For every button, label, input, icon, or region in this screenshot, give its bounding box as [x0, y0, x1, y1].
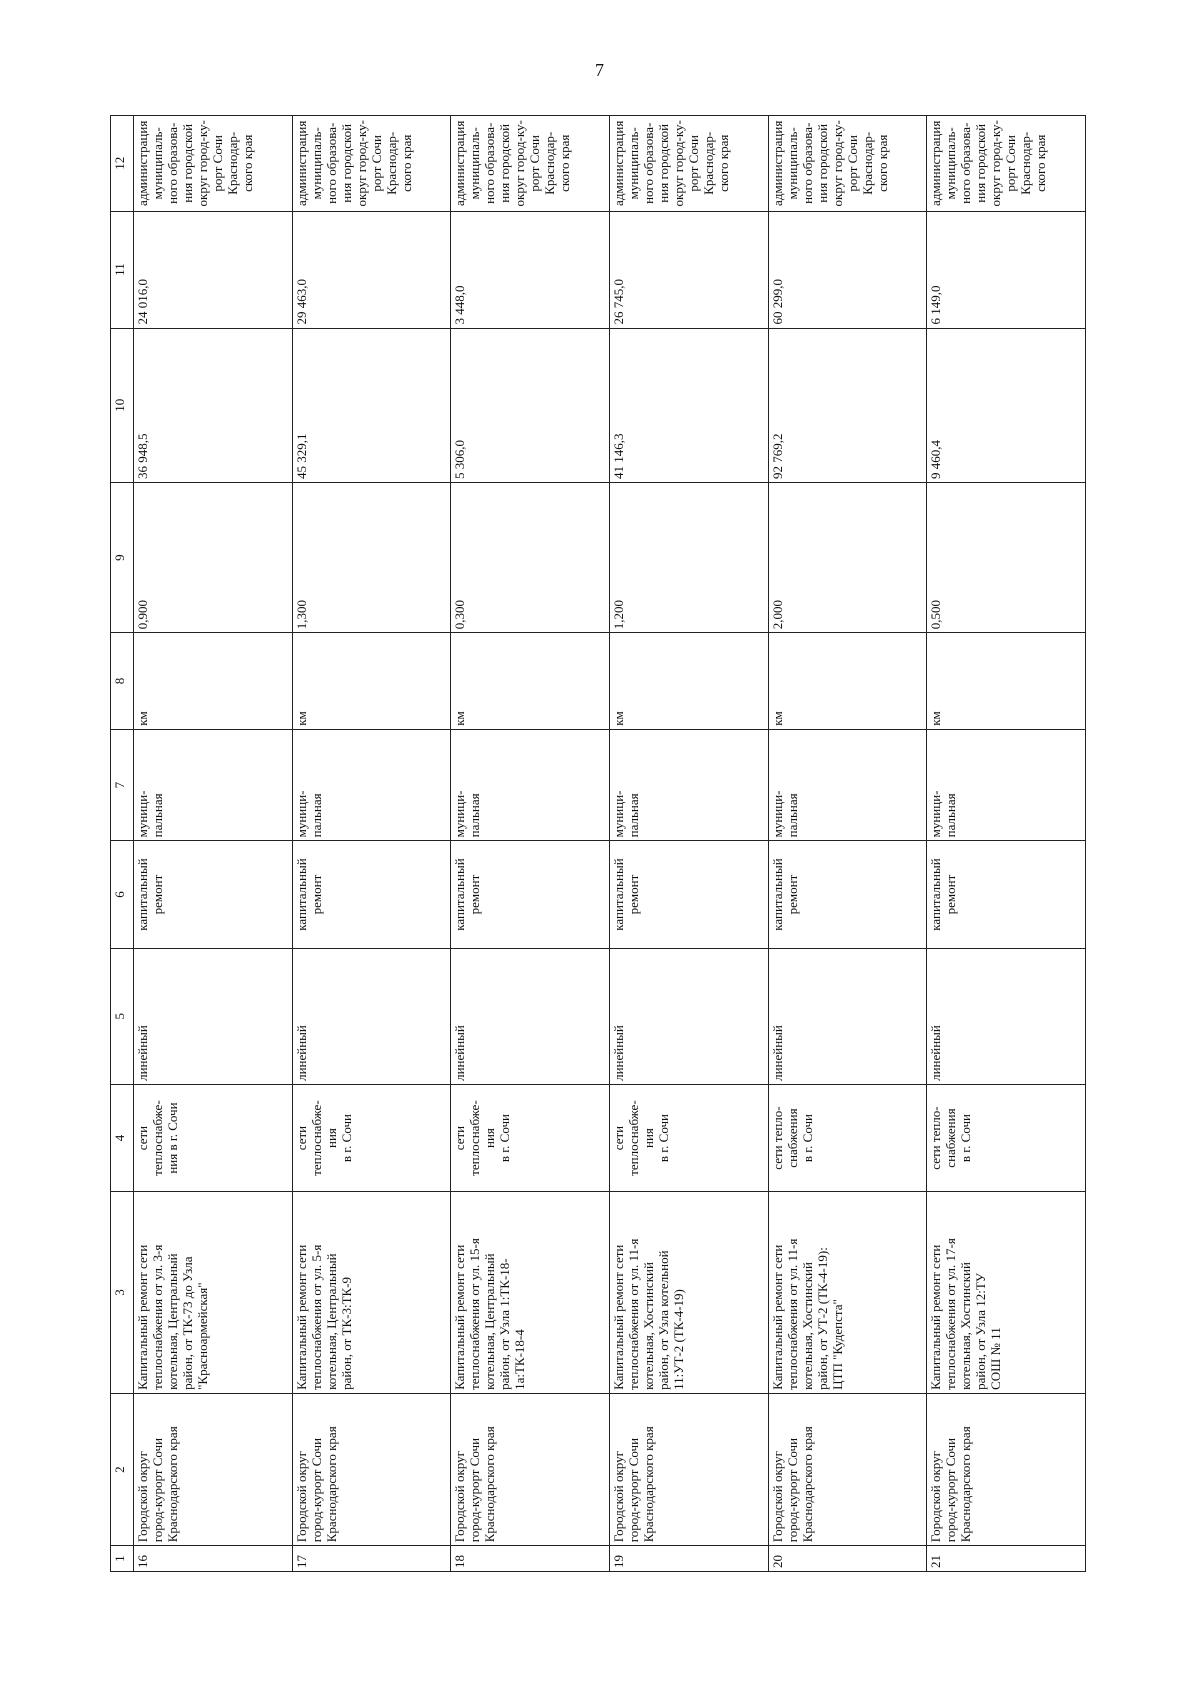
work-description-cell: Капитальный ремонт сети теплоснабжения от ул. 17-я котельная, Хостинский район, от Узла 12:ТУ СОШ № 11: [927, 1192, 1086, 1394]
unit-cell: км: [609, 633, 768, 730]
work-description-cell: Капитальный ремонт сети теплоснабжения от ул. 3-я котельная, Центральный район, от ТК-73 до Узла "Красноармейская": [134, 1192, 293, 1394]
header-cell: 12: [111, 116, 134, 212]
municipality-cell: Городской округ город-курорт Сочи Краснодарского края: [292, 1393, 451, 1545]
quantity-cell: 0,300: [451, 483, 610, 633]
row-number-cell: 20: [768, 1546, 927, 1572]
object-type-cell: сети теплоснабже- ния в г. Сочи: [292, 1084, 451, 1191]
work-description-cell: Капитальный ремонт сети теплоснабжения от ул. 5-я котельная, Центральный район, от ТК-3:ТК-9: [292, 1192, 451, 1394]
row-number-cell: 21: [927, 1546, 1086, 1572]
header-cell: 7: [111, 729, 134, 841]
municipality-cell: Городской округ город-курорт Сочи Краснодарского края: [609, 1393, 768, 1545]
table-row: [451, 116, 610, 1572]
object-kind-cell: линейный: [609, 948, 768, 1084]
object-kind-cell: линейный: [768, 948, 927, 1084]
total-cost-cell: 45 329,1: [292, 328, 451, 483]
ownership-cell: муници- пальная: [451, 729, 610, 841]
table-row: [609, 116, 768, 1572]
header-cell: 11: [111, 211, 134, 328]
table-row: [768, 116, 927, 1572]
header-cell: 2: [111, 1393, 134, 1545]
row-number-cell: 18: [451, 1546, 610, 1572]
municipality-cell: Городской округ город-курорт Сочи Краснодарского края: [134, 1393, 293, 1545]
quantity-cell: 0,900: [134, 483, 293, 633]
header-row: [111, 116, 134, 1572]
customer-cell: администрация муниципаль- ного образова- ния городской округ город-ку- рорт Сочи Краснодар- ского края: [927, 116, 1086, 212]
row-number-cell: 16: [134, 1546, 293, 1572]
total-cost-cell: 41 146,3: [609, 328, 768, 483]
object-type-cell: сети тепло- снабжения в г. Сочи: [768, 1084, 927, 1191]
row-number-cell: 19: [609, 1546, 768, 1572]
header-cell: 1: [111, 1546, 134, 1572]
total-cost-cell: 92 769,2: [768, 328, 927, 483]
work-description-cell: Капитальный ремонт сети теплоснабжения от ул. 11-я котельная, Хостинский район, от Узла котельной 11:УТ-2 (ТК-4-19): [609, 1192, 768, 1394]
header-cell: 9: [111, 483, 134, 633]
repair-register-table: [110, 115, 1086, 1572]
object-kind-cell: линейный: [292, 948, 451, 1084]
quantity-cell: 1,300: [292, 483, 451, 633]
total-cost-cell: 36 948,5: [134, 328, 293, 483]
header-cell: 5: [111, 948, 134, 1084]
quantity-cell: 0,500: [927, 483, 1086, 633]
header-cell: 8: [111, 633, 134, 730]
ownership-cell: муници- пальная: [609, 729, 768, 841]
header-cell: 10: [111, 328, 134, 483]
object-type-cell: сети тепло- снабжения в г. Сочи: [927, 1084, 1086, 1191]
work-description-cell: Капитальный ремонт сети теплоснабжения от ул. 11-я котельная, Хостинский район, от УТ-2 (ТК-4-19): ЦТП "Кудепста": [768, 1192, 927, 1394]
total-cost-cell: 9 460,4: [927, 328, 1086, 483]
row-number-cell: 17: [292, 1546, 451, 1572]
unit-cell: км: [927, 633, 1086, 730]
table-row: [134, 116, 293, 1572]
cost-share-cell: 60 299,0: [768, 211, 927, 328]
unit-cell: км: [134, 633, 293, 730]
quantity-cell: 2,000: [768, 483, 927, 633]
table-row: [927, 116, 1086, 1572]
customer-cell: администрация муниципаль- ного образова- ния городской округ город-ку- рорт Сочи Краснодар- ского края: [134, 116, 293, 212]
work-type-cell: капитальный ремонт: [292, 841, 451, 948]
work-type-cell: капитальный ремонт: [451, 841, 610, 948]
header-cell: 4: [111, 1084, 134, 1191]
unit-cell: км: [292, 633, 451, 730]
cost-share-cell: 24 016,0: [134, 211, 293, 328]
cost-share-cell: 29 463,0: [292, 211, 451, 328]
ownership-cell: муници- пальная: [927, 729, 1086, 841]
unit-cell: км: [768, 633, 927, 730]
municipality-cell: Городской округ город-курорт Сочи Краснодарского края: [768, 1393, 927, 1545]
unit-cell: км: [451, 633, 610, 730]
object-type-cell: сети теплоснабже- ния в г. Сочи: [134, 1084, 293, 1191]
cost-share-cell: 3 448,0: [451, 211, 610, 328]
work-description-cell: Капитальный ремонт сети теплоснабжения от ул. 15-я котельная, Центральный район, от Узла 1:ТК-18- 1а:ТК-18-4: [451, 1192, 610, 1394]
cost-share-cell: 6 149,0: [927, 211, 1086, 328]
header-cell: 3: [111, 1192, 134, 1394]
object-kind-cell: линейный: [451, 948, 610, 1084]
object-type-cell: сети теплоснабже- ния в г. Сочи: [609, 1084, 768, 1191]
ownership-cell: муници- пальная: [768, 729, 927, 841]
ownership-cell: муници- пальная: [134, 729, 293, 841]
rotated-table-sheet: [110, 115, 1086, 1572]
work-type-cell: капитальный ремонт: [609, 841, 768, 948]
customer-cell: администрация муниципаль- ного образова- ния городской округ город-ку- рорт Сочи Краснодар- ского края: [292, 116, 451, 212]
quantity-cell: 1,200: [609, 483, 768, 633]
customer-cell: администрация муниципаль- ного образова- ния городской округ город-ку- рорт Сочи Краснодар- ского края: [451, 116, 610, 212]
cost-share-cell: 26 745,0: [609, 211, 768, 328]
header-cell: 6: [111, 841, 134, 948]
work-type-cell: капитальный ремонт: [927, 841, 1086, 948]
object-type-cell: сети теплоснабже- ния в г. Сочи: [451, 1084, 610, 1191]
object-kind-cell: линейный: [134, 948, 293, 1084]
work-type-cell: капитальный ремонт: [134, 841, 293, 948]
customer-cell: администрация муниципаль- ного образова- ния городской округ город-ку- рорт Сочи Краснодар- ского края: [609, 116, 768, 212]
municipality-cell: Городской округ город-курорт Сочи Краснодарского края: [451, 1393, 610, 1545]
work-type-cell: капитальный ремонт: [768, 841, 927, 948]
customer-cell: администрация муниципаль- ного образова- ния городской округ город-ку- рорт Сочи Краснодар- ского края: [768, 116, 927, 212]
page-number: 7: [595, 60, 604, 80]
object-kind-cell: линейный: [927, 948, 1086, 1084]
total-cost-cell: 5 306,0: [451, 328, 610, 483]
table-row: [292, 116, 451, 1572]
ownership-cell: муници- пальная: [292, 729, 451, 841]
municipality-cell: Городской округ город-курорт Сочи Краснодарского края: [927, 1393, 1086, 1545]
